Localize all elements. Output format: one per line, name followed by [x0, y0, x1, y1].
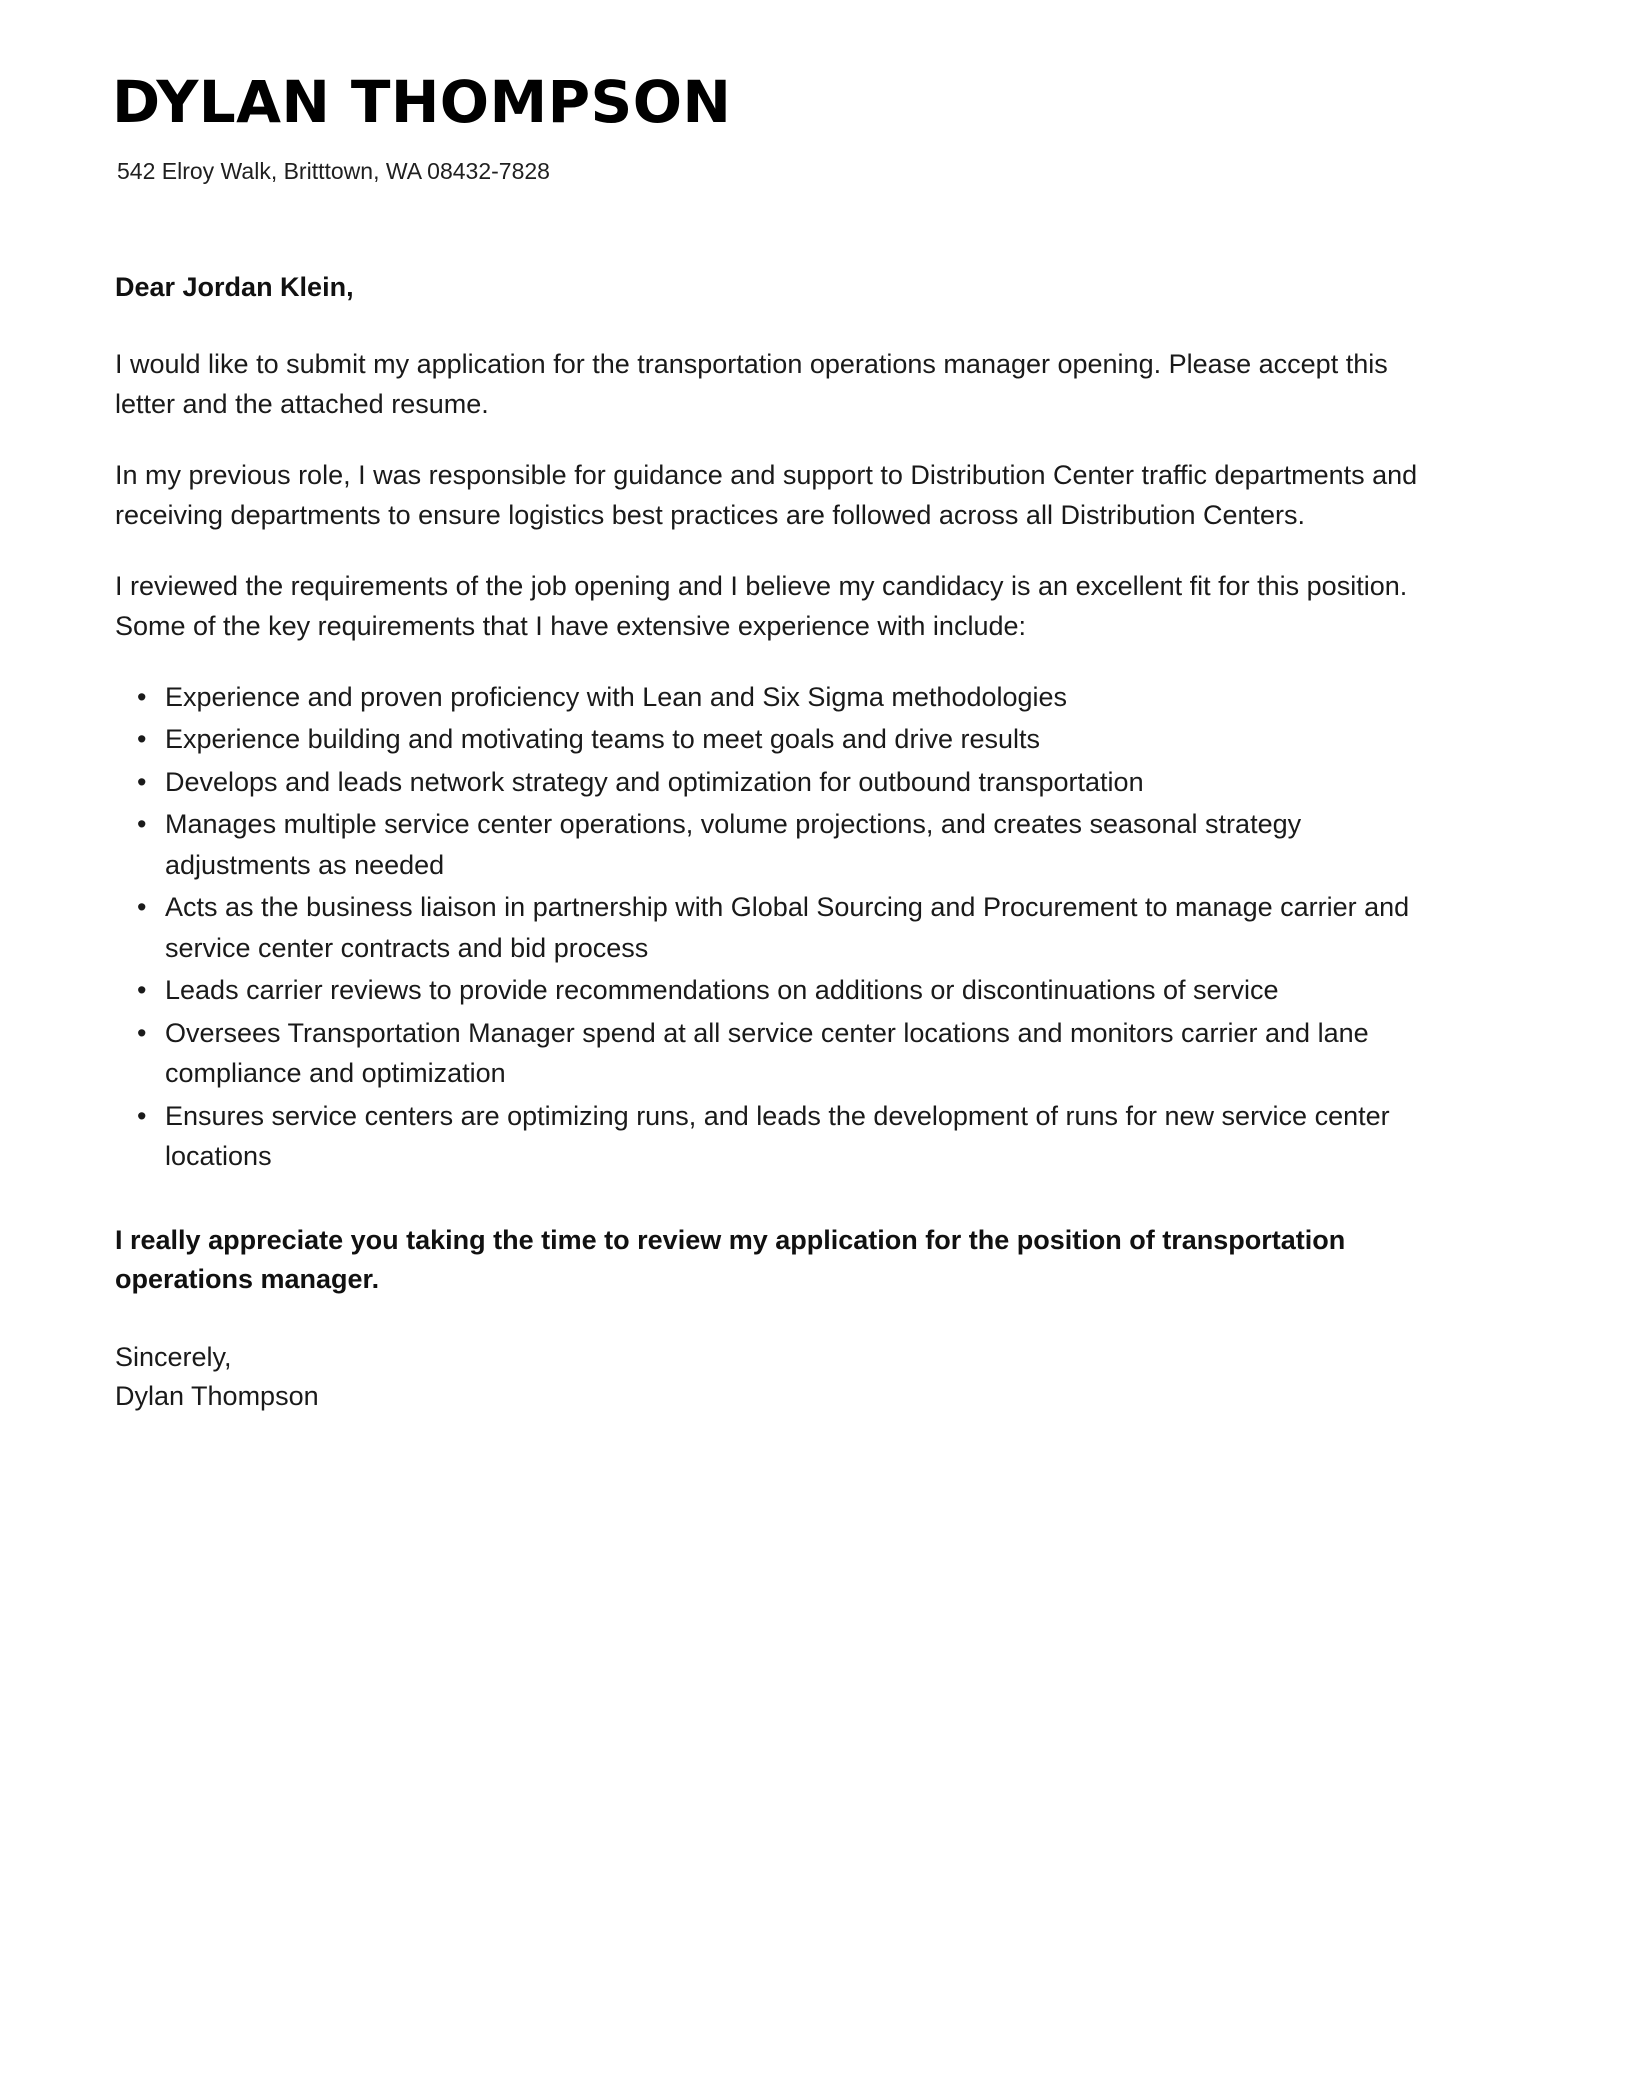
letter-header — [112, 0, 1435, 187]
signature-block — [115, 1338, 1435, 1415]
applicant-address: 542 Elroy Walk, Britttown, WA 08432-7828 — [117, 157, 550, 184]
list-item: • Experience building and motivating teams to meet goals and drive results — [115, 719, 1435, 760]
list-item: • Oversees Transportation Manager spend at all service center locations and monitors carrier and lane compliance and optimization — [115, 1013, 1435, 1094]
list-item: • Acts as the business liaison in partnership with Global Sourcing and Procurement to manage carrier and service center contracts and bid process — [115, 887, 1435, 968]
salutation: Dear Jordan Klein, — [115, 272, 354, 303]
body-paragraph-2: In my previous role, I was responsible for guidance and support to Distribution Center traffic departments and receiving departments to ensure logistics best practices are followed across all Distribution Centers. — [115, 459, 1418, 531]
letter-content — [112, 0, 1435, 1415]
list-item: • Ensures service centers are optimizing runs, and leads the development of runs for new service center locations — [115, 1096, 1435, 1177]
applicant-name: DYLAN THOMPSON — [112, 68, 732, 136]
body-paragraph-1: I would like to submit my application for the transportation operations manager opening. Please accept this letter and the attached resume. — [115, 348, 1388, 420]
signoff-greeting: Sincerely, — [115, 1342, 232, 1373]
list-item: • Leads carrier reviews to provide recommendations on additions or discontinuations of service — [115, 970, 1435, 1011]
body-paragraph-3: I reviewed the requirements of the job opening and I believe my candidacy is an excellent fit for this position. Some of the key requirements that I have extensive experience with include: — [115, 570, 1408, 642]
list-item: • Manages multiple service center operations, volume projections, and creates seasonal strategy adjustments as needed — [115, 804, 1435, 885]
qualifications-list — [115, 677, 1435, 1177]
list-item: • Develops and leads network strategy and optimization for outbound transportation — [115, 762, 1435, 803]
closing-statement: I really appreciate you taking the time to review my application for the position of transportation operations manager. — [115, 1224, 1346, 1295]
signature-name: Dylan Thompson — [115, 1380, 319, 1411]
list-item: • Experience and proven proficiency with Lean and Six Sigma methodologies — [115, 677, 1435, 718]
letter-body — [115, 269, 1435, 1415]
